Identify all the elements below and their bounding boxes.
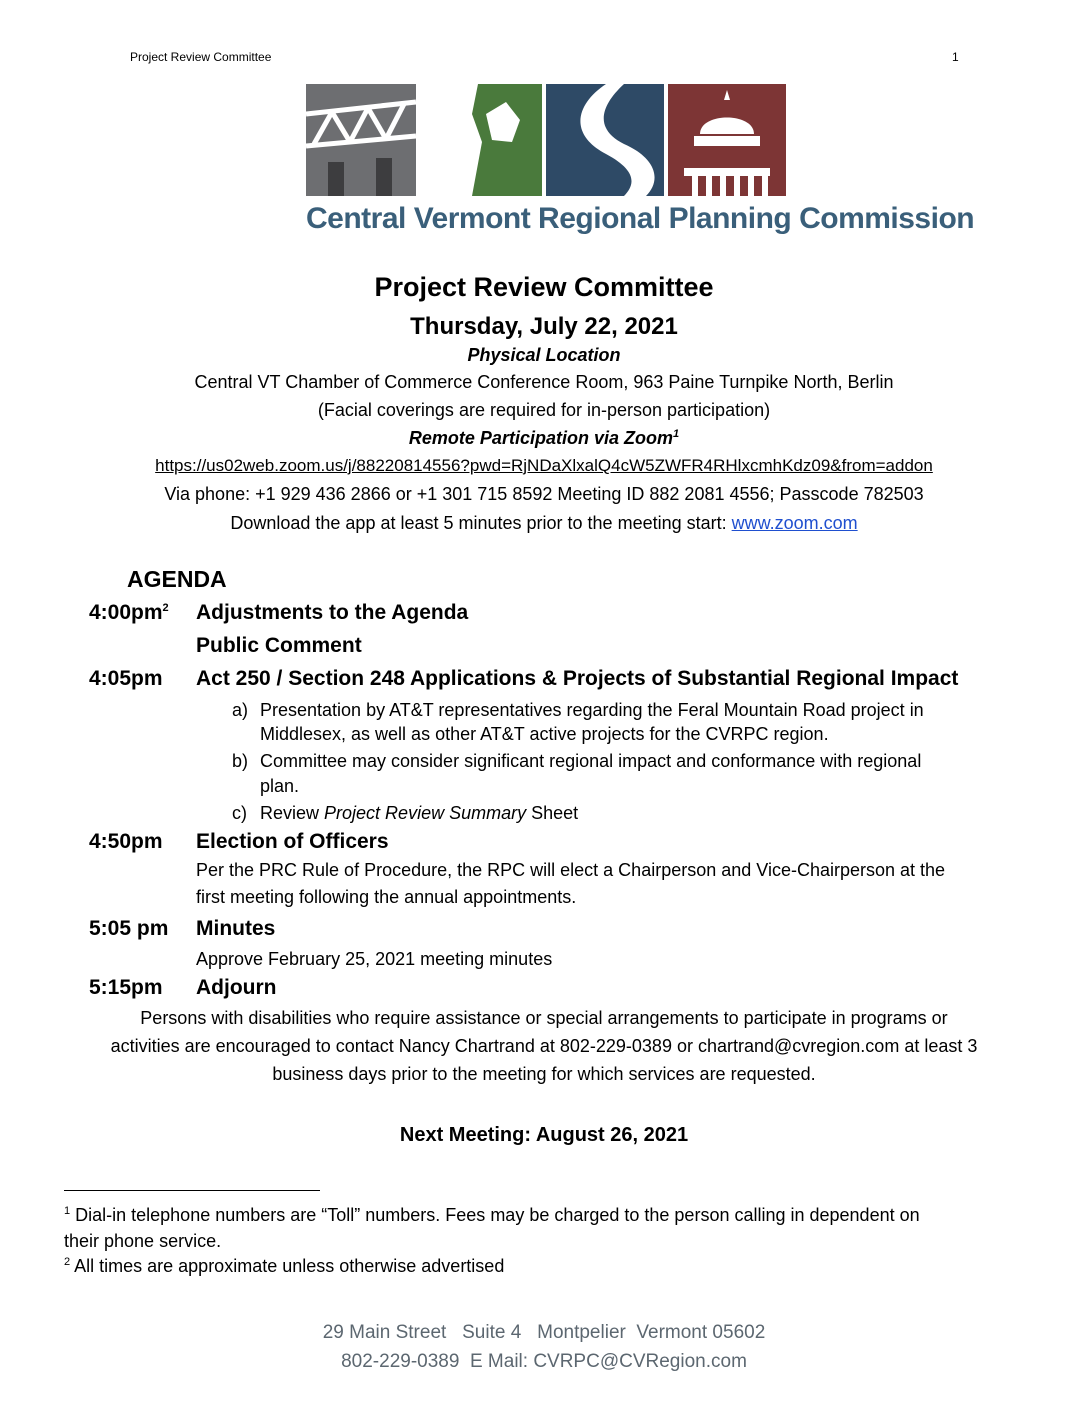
agenda-time-4: 5:05 pm	[89, 917, 169, 940]
physical-address: Central VT Chamber of Commerce Conference Room, 963 Paine Turnpike North, Berlin	[194, 372, 894, 392]
physical-location-heading: Physical Location	[467, 345, 621, 365]
accessibility-line3: business days prior to the meeting for which services are requested.	[272, 1064, 816, 1084]
footnote-1-line1: $^1$ Dial-in telephone numbers are “Toll” numbers. Fees may be charged to the person calling in dependent on	[64, 1205, 920, 1225]
sub-item-b-line1: Committee may consider significant regional impact and conformance with regional	[260, 751, 922, 771]
agenda-time-1: $4:00pm^2$	[89, 601, 169, 624]
sub-item-a-label: a)	[232, 700, 249, 720]
footer-address: 29 Main Street Suite 4 Montpelier Vermont 05602	[322, 1322, 766, 1343]
sub-item-a-line1: Presentation by AT&T representatives regarding the Feral Mountain Road project in	[260, 700, 924, 720]
sub-item-a-line2: Middlesex, as well as other AT&T active projects for the CVRPC region.	[260, 724, 829, 744]
accessibility-line2: activities are encouraged to contact Nancy Chartrand at 802-229-0389 or chartrand@cvregion.com at least 3	[110, 1036, 978, 1056]
logo-graphic	[306, 84, 786, 196]
remote-participation-heading: Remote Participation via Zoom$^1$	[408, 428, 680, 448]
sub-item-c: Review Project Review Summary Sheet	[260, 803, 579, 823]
footer-contact: 802-229-0389 E Mail: CVRPC@CVRegion.com	[341, 1351, 747, 1372]
footnote-ref-2: 2	[162, 602, 169, 614]
facial-covering-note: (Facial coverings are required for in-person participation)	[317, 400, 771, 420]
accessibility-line1: Persons with disabilities who require assistance or special arrangements to participate in programs or	[140, 1008, 948, 1028]
footnote-2: $^2$ All times are approximate unless otherwise advertised	[64, 1256, 505, 1276]
next-meeting: Next Meeting: August 26, 2021	[399, 1124, 689, 1146]
sub-item-c-label: c)	[232, 803, 247, 823]
logo-org-name: Central Vermont Regional Planning Commission	[306, 202, 975, 235]
agenda-time-3: 4:50pm	[89, 830, 163, 853]
footnote-1-line2: their phone service.	[64, 1231, 222, 1251]
page-title: Project Review Committee	[374, 272, 714, 302]
download-line: Download the app at least 5 minutes prior to the meeting start: www.zoom.com	[230, 513, 858, 533]
cvrpc-logo	[306, 84, 975, 244]
running-header: Project Review Committee	[130, 50, 272, 64]
page-number: 1	[952, 50, 959, 64]
agenda-item-public-comment: Public Comment	[196, 634, 362, 657]
agenda-heading: AGENDA	[127, 566, 227, 592]
agenda-time-5: 5:15pm	[89, 976, 163, 999]
agenda-item-minutes: Minutes	[196, 917, 276, 940]
footnote-ref-1: 1	[672, 428, 680, 440]
agenda-item-election: Election of Officers	[196, 830, 389, 853]
election-desc-line1: Per the PRC Rule of Procedure, the RPC will elect a Chairperson and Vice-Chairperson at the	[196, 860, 946, 880]
agenda-item-adjourn: Adjourn	[196, 976, 277, 999]
agenda-time-2: 4:05pm	[89, 667, 163, 690]
zoom-website-link[interactable]: www.zoom.com	[731, 513, 858, 533]
sub-item-b-label: b)	[232, 751, 249, 771]
agenda-item-act250: Act 250 / Section 248 Applications & Projects of Substantial Regional Impact	[196, 667, 959, 690]
election-desc-line2: first meeting following the annual appointments.	[196, 887, 577, 907]
meeting-date: Thursday, July 22, 2021	[410, 313, 678, 340]
sub-item-b-line2: plan.	[260, 776, 300, 796]
zoom-link[interactable]: https://us02web.zoom.us/j/88220814556?pwd=RjNDaXlxalQ4cW5ZWFR4RHlxcmhKdz09&from=addon	[155, 456, 933, 475]
minutes-desc: Approve February 25, 2021 meeting minutes	[196, 949, 553, 969]
agenda-item-adjustments: Adjustments to the Agenda	[196, 601, 469, 624]
footnote-divider	[64, 1190, 320, 1191]
phone-line: Via phone: +1 929 436 2866 or +1 301 715 8592 Meeting ID 882 2081 4556; Passcode 782503	[164, 484, 924, 504]
